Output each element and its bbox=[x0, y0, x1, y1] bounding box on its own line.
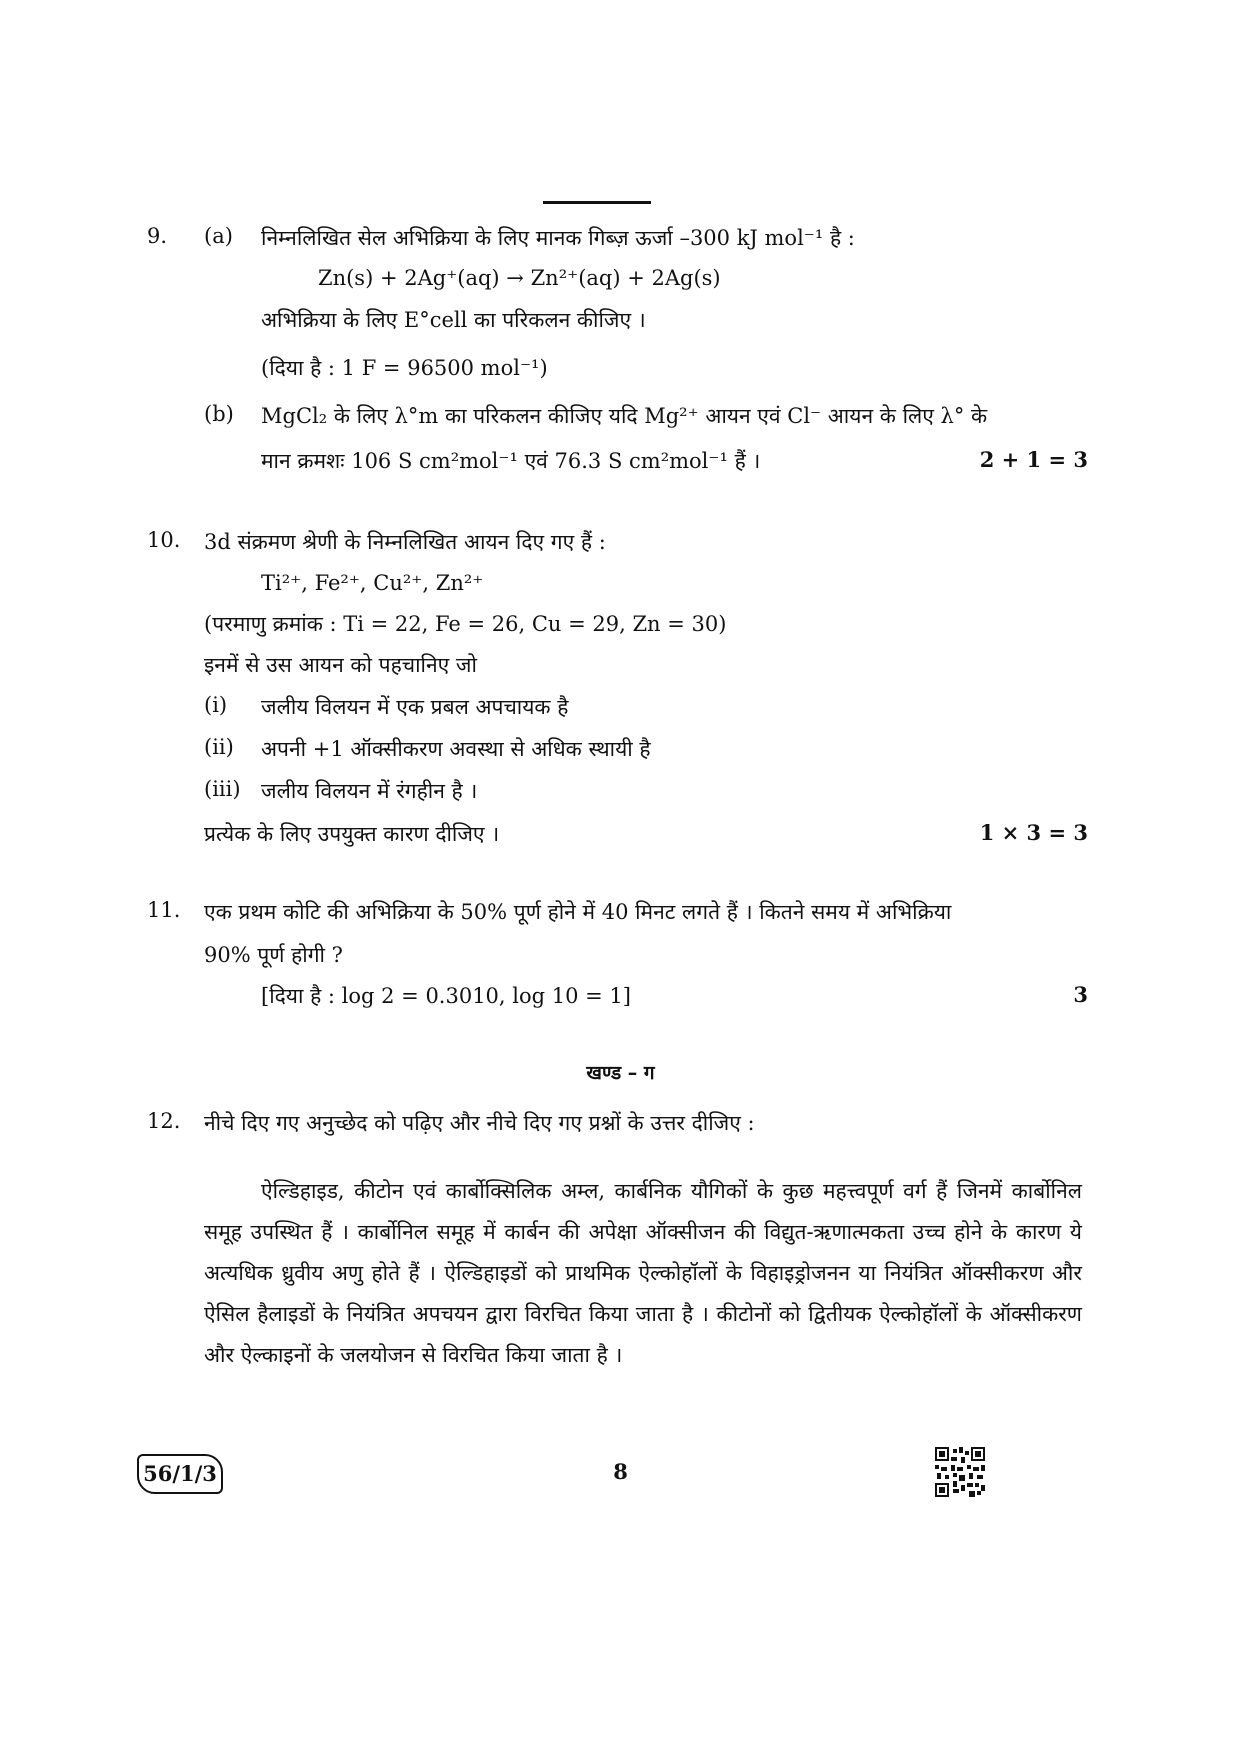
q10-reason: प्रत्येक के लिए उपयुक्त कारण दीजिए । bbox=[204, 822, 500, 846]
q9-b-line2: मान क्रमशः 106 S cm²mol⁻¹ एवं 76.3 S cm²mol⁻¹ हैं । bbox=[261, 449, 761, 473]
q9-number: 9. bbox=[147, 224, 168, 248]
page-number: 8 bbox=[613, 1459, 628, 1484]
q10-item-text: अपनी +1 ऑक्सीकरण अवस्था से अधिक स्थायी है bbox=[261, 737, 651, 761]
q10-atomic: (परमाणु क्रमांक : Ti = 22, Fe = 26, Cu = 29, Zn = 30) bbox=[204, 612, 727, 636]
q11-marks: 3 bbox=[1073, 982, 1088, 1007]
q10-item-text: जलीय विलयन में एक प्रबल अपचायक है bbox=[261, 695, 569, 719]
q9-a-equation: Zn(s) + 2Ag⁺(aq) → Zn²⁺(aq) + 2Ag(s) bbox=[318, 266, 721, 290]
paper-code: 56/1/3 bbox=[137, 1454, 223, 1494]
q11-line2: 90% पूर्ण होगी ? bbox=[204, 943, 343, 967]
q9-a-calc: अभिक्रिया के लिए E°cell का परिकलन कीजिए । bbox=[261, 308, 646, 332]
q10-intro: 3d संक्रमण श्रेणी के निम्नलिखित आयन दिए गए हैं : bbox=[204, 530, 606, 554]
q12-passage: ऐल्डिहाइड, कीटोन एवं कार्बोक्सिलिक अम्ल, कार्बनिक यौगिकों के कुछ महत्त्वपूर्ण वर्ग हैं जिनमें कार्बोनिल समूह उपस्थित हैं । कार्बोनिल समूह में कार्बन की अपेक्षा ऑक्सीजन की विद्युत-ऋणात्मकता उच्च होने के कारण ये अत्यधिक ध्रुवीय अणु होते हैं । ऐल्डिहाइडों को प्राथमिक ऐल्कोहॉलों के विहाइड्रोजनन या नियंत्रित ऑक्सीकरण और ऐसिल हैलाइडों के नियंत्रित अपचयन द्वारा विरचित किया जाता है । कीटोनों को द्वितीयक ऐल्कोहॉलों के ऑक्सीकरण और ऐल्काइनों के जलयोजन से विरचित किया जाता है । bbox=[204, 1179, 1082, 1367]
q9-marks: 2 + 1 = 3 bbox=[979, 447, 1088, 472]
q9-b-line1: MgCl₂ के लिए λ°m का परिकलन कीजिए यदि Mg²⁺ आयन एवं Cl⁻ आयन के लिए λ° के bbox=[261, 404, 988, 428]
q12-instruction: नीचे दिए गए अनुच्छेद को पढ़िए और नीचे दिए गए प्रश्नों के उत्तर दीजिए : bbox=[204, 1111, 755, 1135]
q11-line1: एक प्रथम कोटि की अभिक्रिया के 50% पूर्ण होने में 40 मिनट लगते हैं । कितने समय में अभिक्रिया bbox=[204, 900, 952, 924]
q12-number: 12. bbox=[147, 1109, 181, 1133]
q9-a-label: (a) bbox=[204, 224, 233, 248]
q10-number: 10. bbox=[147, 528, 181, 552]
q10-item-label: (ii) bbox=[204, 735, 234, 759]
q9-a-text: निम्नलिखित सेल अभिक्रिया के लिए मानक गिब्ज़ ऊर्जा –300 kJ mol⁻¹ है : bbox=[261, 226, 855, 250]
q9-b-label: (b) bbox=[204, 402, 234, 426]
section-heading: खण्ड – ग bbox=[586, 1062, 655, 1084]
q10-item-label: (iii) bbox=[204, 777, 241, 801]
q10-item-label: (i) bbox=[204, 693, 228, 717]
q10-identify: इनमें से उस आयन को पहचानिए जो bbox=[204, 653, 477, 677]
q11-given: [दिया है : log 2 = 0.3010, log 10 = 1] bbox=[261, 984, 631, 1008]
q10-marks: 1 × 3 = 3 bbox=[979, 820, 1088, 845]
q10-item-text: जलीय विलयन में रंगहीन है । bbox=[261, 779, 478, 803]
qr-code-icon bbox=[935, 1447, 985, 1497]
q11-number: 11. bbox=[147, 898, 181, 922]
top-rule bbox=[543, 201, 651, 204]
q9-a-given: (दिया है : 1 F = 96500 mol⁻¹) bbox=[261, 356, 548, 380]
q10-ions: Ti²⁺, Fe²⁺, Cu²⁺, Zn²⁺ bbox=[261, 571, 484, 595]
